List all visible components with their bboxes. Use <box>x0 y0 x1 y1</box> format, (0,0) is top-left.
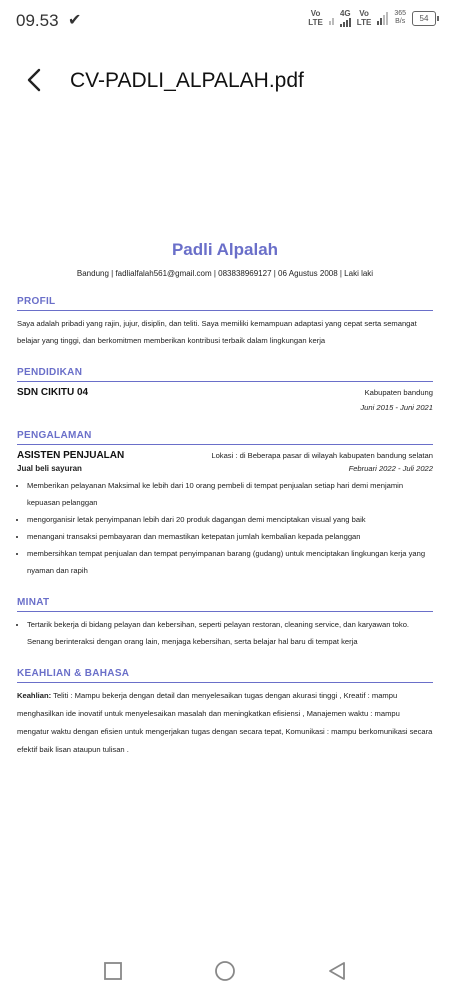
network-speed: 365 B/s <box>394 10 406 25</box>
section-pendidikan <box>17 367 433 412</box>
document-title: CV-PADLI_ALPALAH.pdf <box>70 69 304 92</box>
cv-contact: Bandung | fadlialfalah561@gmail.com | 083838969127 | 06 Agustus 2008 | Laki laki <box>76 269 374 278</box>
keahlian-text <box>17 687 433 759</box>
job-location: Lokasi : di Beberapa pasar di wilayah kabupaten bandung selatan <box>211 451 433 460</box>
school-name: SDN CIKITU 04 <box>17 387 89 398</box>
list-item: • Tertarik bekerja di bidang pelayan dan kebersihan, seperti pelayan restoran, cleaning service, dan karyawan toko. Senang berinteraksi dengan orang lain, menjaga kebersihan, serta belajar hal baru di tempat kerja <box>27 616 433 650</box>
network-type-indicator: 4G <box>340 9 351 27</box>
keahlian-label: Keahlian: <box>17 691 52 700</box>
school-location: Kabupaten bandung <box>364 388 433 397</box>
volte-indicator-2: Vo LTE <box>356 9 372 27</box>
job-role: ASISTEN PENJUALAN <box>17 450 125 461</box>
battery-icon <box>412 11 436 26</box>
section-title: PROFIL <box>17 296 433 311</box>
battery-level: 54 <box>419 13 429 23</box>
list-item: • menangani transaksi pembayaran dan memastikan ketepatan jumlah kembalian kepada pelanggan <box>27 528 433 545</box>
section-title: KEAHLIAN & BAHASA <box>17 668 433 683</box>
status-indicators <box>308 9 436 27</box>
signal-icon-1 <box>329 11 334 25</box>
home-icon[interactable] <box>214 960 236 982</box>
job-subtitle: Jual beli sayuran <box>17 464 82 473</box>
section-keahlian <box>17 668 433 759</box>
cv-name: Padli Alpalah <box>171 240 279 259</box>
section-minat <box>17 597 433 650</box>
minat-list <box>17 616 433 650</box>
volte-indicator-1: Vo LTE <box>308 9 323 27</box>
section-pengalaman <box>17 430 433 579</box>
signal-icon-2 <box>377 11 388 25</box>
profil-text: Saya adalah pribadi yang rajin, jujur, disiplin, dan teliti. Saya memiliki kemampuan adaptasi yang cepat serta semangat belajar yang tinggi, dan berkomitmen memberikan kontribusi terbaik dalam lingkungan kerja <box>17 319 417 345</box>
school-dates: Juni 2015 - Juni 2021 <box>360 403 433 412</box>
job-duties <box>17 477 433 579</box>
app-toolbar <box>0 55 450 107</box>
recent-apps-icon[interactable] <box>102 960 124 982</box>
list-item: • membersihkan tempat penjualan dan tempat penyimpanan barang (gudang) untuk menciptakan lingkungan kerja yang nyaman dan rapih <box>27 545 433 579</box>
check-icon: ✔ <box>68 12 82 29</box>
system-nav-bar <box>0 945 450 995</box>
pdf-document[interactable] <box>17 240 433 759</box>
section-profil <box>17 296 433 349</box>
status-bar <box>0 0 450 44</box>
job-dates: Februari 2022 - Juli 2022 <box>348 464 433 473</box>
status-time: 09.53 <box>16 11 59 30</box>
list-item: • Memberikan pelayanan Maksimal ke lebih dari 10 orang pembeli di tempat penjualan setiap hari demi menjamin kepuasan pelanggan <box>27 477 433 511</box>
back-arrow-icon[interactable] <box>22 67 48 93</box>
section-title: PENDIDIKAN <box>17 367 433 382</box>
back-icon[interactable] <box>326 960 348 982</box>
section-title: MINAT <box>17 597 433 612</box>
keahlian-body: Teliti : Mampu bekerja dengan detail dan menyelesaikan tugas dengan akurasi tinggi , Kreatif : mampu menghasilkan ide inovatif untuk menyelesaikan masalah dan meningkatkan efisiensi , Manajemen waktu : mampu mengatur waktu dengan efisien untuk mengerjakan tugas dengan secara tepat, Komunikasi : mampu berkomunikasi secara efektif baik lisan ataupun tulisan . <box>17 691 433 754</box>
section-title: PENGALAMAN <box>17 430 433 445</box>
list-item: • mengorganisir letak penyimpanan lebih dari 20 produk dagangan demi menciptakan visual yang baik <box>27 511 433 528</box>
